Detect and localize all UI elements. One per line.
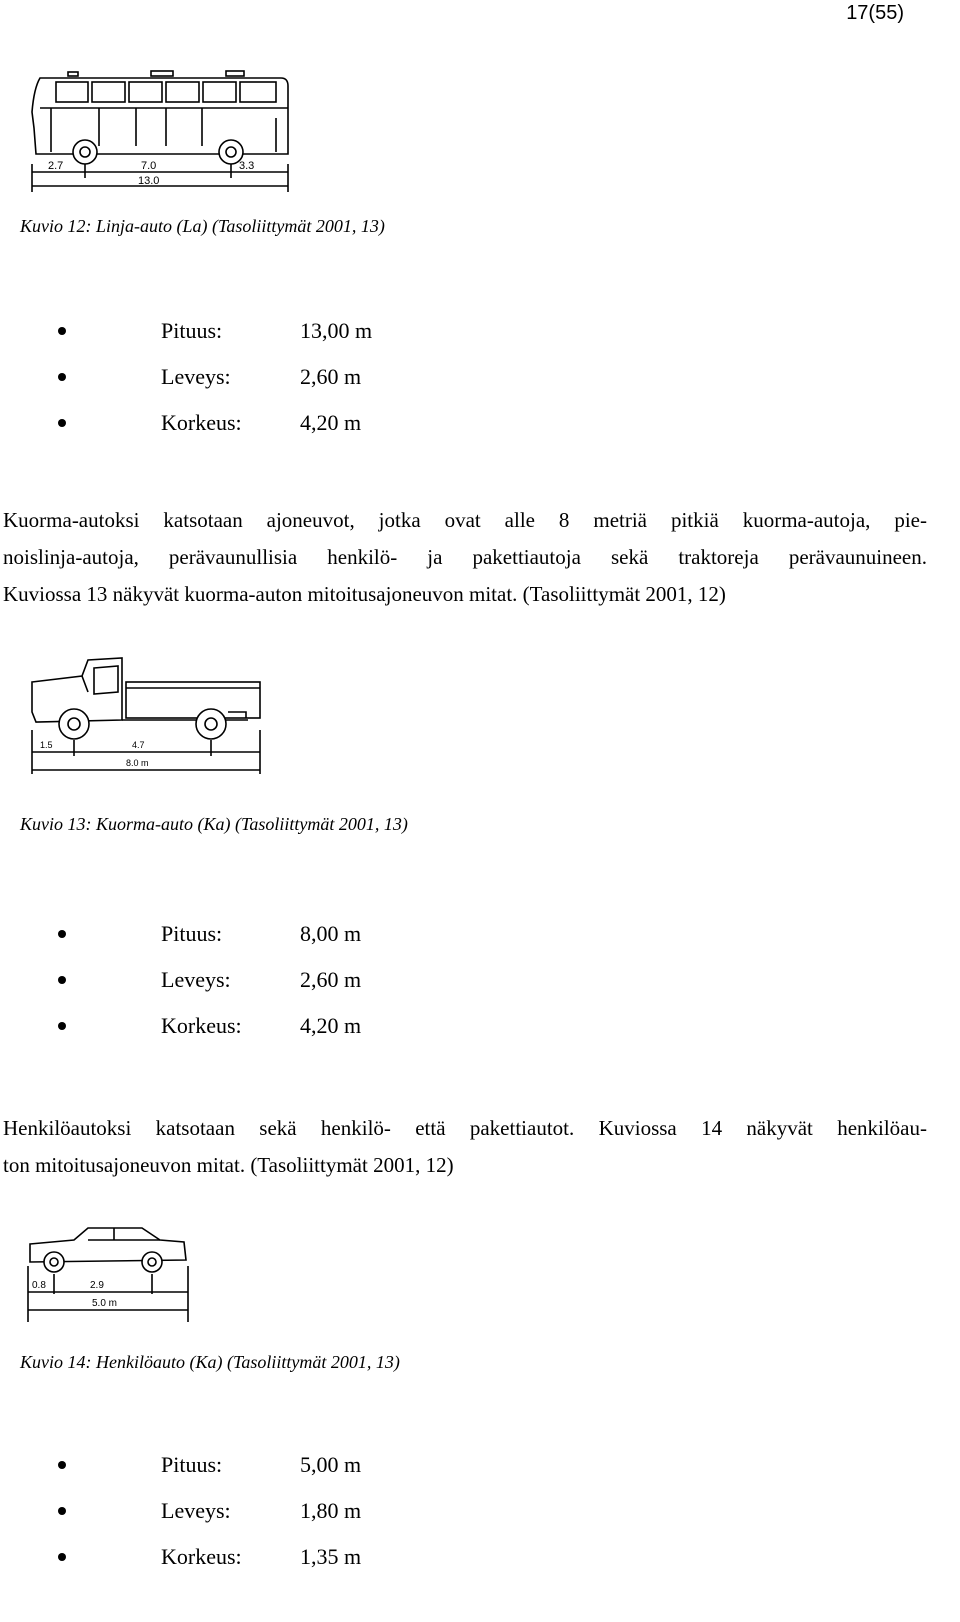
bullet-icon bbox=[58, 1022, 66, 1030]
bullet-icon bbox=[58, 373, 66, 381]
paragraph-line: ton mitoitusajoneuvon mitat. (Tasoliittymät 2001, 12) bbox=[3, 1153, 454, 1177]
bus-drawing bbox=[26, 68, 296, 198]
bus-dim-front: 2.7 bbox=[48, 160, 64, 172]
paragraph-line: Henkilöautoksi katsotaan sekä henkilö- että pakettiautot. Kuviossa 14 näkyvät henkilöau- bbox=[3, 1116, 927, 1140]
car-dim-front: 0.8 bbox=[32, 1280, 46, 1291]
spec-value: 4,20 m bbox=[300, 1013, 362, 1038]
truck-figure bbox=[28, 652, 273, 778]
spec-label: Korkeus: bbox=[161, 410, 242, 435]
spec-value: 1,80 m bbox=[300, 1498, 362, 1523]
car-figure bbox=[24, 1222, 194, 1326]
paragraph-line: Kuviossa 13 näkyvät kuorma-auton mitoitusajoneuvon mitat. (Tasoliittymät 2001, 12) bbox=[3, 582, 726, 606]
truck-dim-wheelbase: 4.7 bbox=[132, 740, 145, 750]
bullet-icon bbox=[58, 327, 66, 335]
truck-dim-total: 8.0 m bbox=[126, 758, 149, 768]
spec-value: 8,00 m bbox=[300, 921, 362, 946]
spec-label: Leveys: bbox=[161, 967, 231, 992]
bullet-icon bbox=[58, 1461, 66, 1469]
bus-dim-rear: 3.3 bbox=[239, 160, 255, 172]
paragraph-line: noislinja-autoja, perävaunullisia henkilö- ja pakettiautoja sekä traktoreja perävaunuineen. bbox=[3, 545, 927, 569]
figure-caption-truck: Kuvio 13: Kuorma-auto (Ka) (Tasoliittymät 2001, 13) bbox=[20, 814, 408, 834]
bus-dim-total: 13.0 bbox=[138, 175, 160, 187]
truck-dim-front: 1.5 bbox=[40, 740, 53, 750]
body-paragraph-cars bbox=[3, 1110, 927, 1184]
bullet-icon bbox=[58, 1507, 66, 1515]
bus-dim-wheelbase: 7.0 bbox=[141, 160, 157, 172]
bus-figure bbox=[26, 68, 296, 198]
spec-value: 2,60 m bbox=[300, 967, 362, 992]
truck-drawing bbox=[28, 652, 273, 778]
spec-value: 13,00 m bbox=[300, 318, 373, 343]
car-dim-total: 5.0 m bbox=[92, 1298, 118, 1309]
figure-caption-car: Kuvio 14: Henkilöauto (Ka) (Tasoliittymät 2001, 13) bbox=[20, 1352, 400, 1372]
spec-label: Korkeus: bbox=[161, 1544, 242, 1569]
car-drawing bbox=[24, 1222, 194, 1326]
car-dim-wheelbase: 2.9 bbox=[90, 1280, 104, 1291]
bullet-icon bbox=[58, 930, 66, 938]
spec-label: Pituus: bbox=[161, 1452, 223, 1477]
spec-label: Pituus: bbox=[161, 318, 223, 343]
page-number: 17(55) bbox=[846, 2, 904, 24]
spec-value: 5,00 m bbox=[300, 1452, 362, 1477]
spec-value: 2,60 m bbox=[300, 364, 362, 389]
spec-label: Korkeus: bbox=[161, 1013, 242, 1038]
figure-caption-bus: Kuvio 12: Linja-auto (La) (Tasoliittymät 2001, 13) bbox=[20, 216, 385, 236]
spec-label: Leveys: bbox=[161, 1498, 231, 1523]
bullet-icon bbox=[58, 1553, 66, 1561]
spec-label: Pituus: bbox=[161, 921, 223, 946]
paragraph-line: Kuorma-autoksi katsotaan ajoneuvot, jotka ovat alle 8 metriä pitkiä kuorma-autoja, pie- bbox=[3, 508, 927, 532]
bullet-icon bbox=[58, 976, 66, 984]
spec-label: Leveys: bbox=[161, 364, 231, 389]
spec-value: 4,20 m bbox=[300, 410, 362, 435]
spec-value: 1,35 m bbox=[300, 1544, 362, 1569]
bullet-icon bbox=[58, 419, 66, 427]
body-paragraph-trucks bbox=[3, 502, 927, 613]
